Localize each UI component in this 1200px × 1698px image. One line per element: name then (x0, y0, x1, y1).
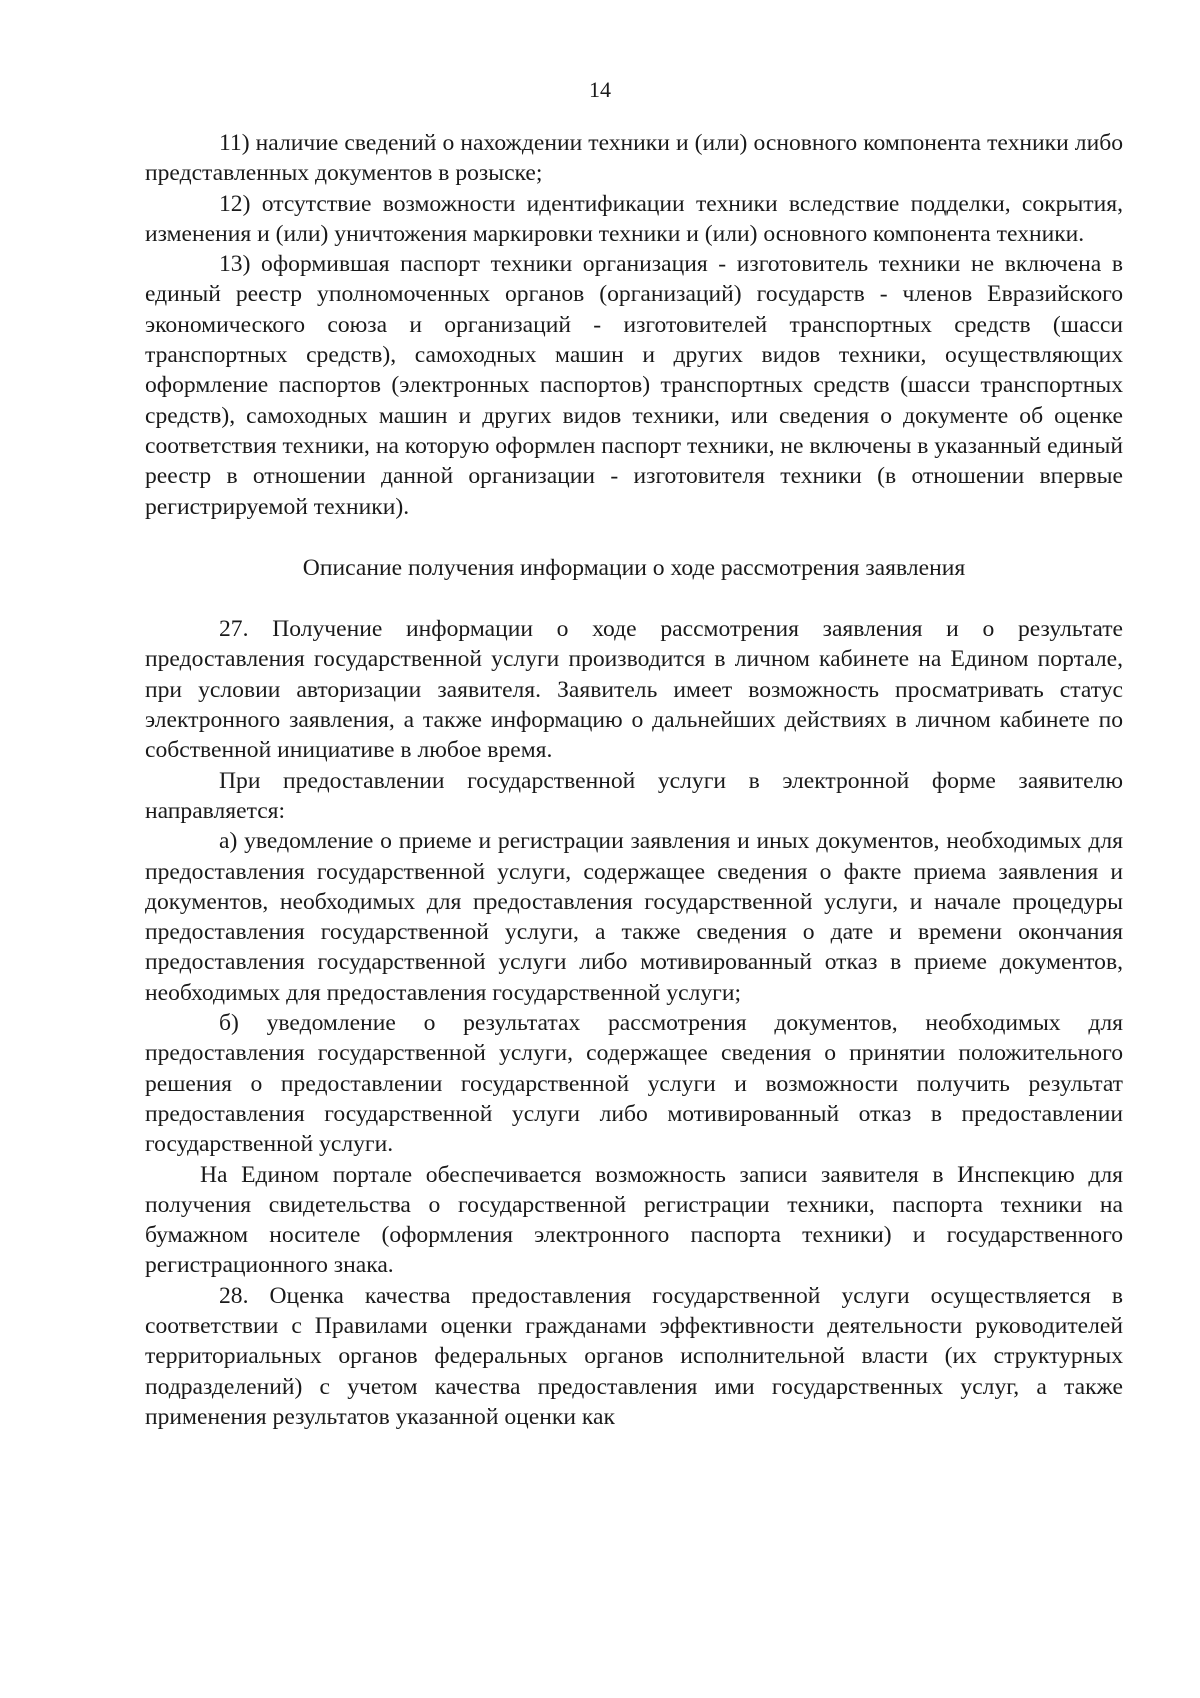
spacer (145, 583, 1123, 614)
paragraph-28: 28. Оценка качества предоставления государственной услуги осуществляется в соответствии с Правилами оценки гражданами эффективности деятельности руководителей территориальных органов федеральных органов исполнительной власти (их структурных подразделений) с учетом качества предоставления ими государственных услуг, а также применения результатов указанной оценки как (145, 1282, 1123, 1430)
spacer (145, 522, 1123, 553)
paragraph-item-12: 12) отсутствие возможности идентификации техники вследствие подделки, сокрытия, изменения и (или) уничтожения маркировки техники и (или) основного компонента техники. (145, 190, 1123, 247)
paragraph-27: 27. Получение информации о ходе рассмотрения заявления и о результате предоставления государственной услуги производится в личном кабинете на Едином портале, при условии авторизации заявителя. Заявитель имеет возможность просматривать статус электронного заявления, а также информацию о дальнейших действиях в личном кабинете по собственной инициативе в любое время. (145, 616, 1123, 764)
paragraph-portal-appointment: На Едином портале обеспечивается возможность записи заявителя в Инспекцию для получения свидетельства о государственной регистрации техники, паспорта техники на бумажном носителе (оформления электронного паспорта техники) и государственного регистрационного знака. (145, 1161, 1123, 1279)
document-body (145, 128, 1123, 1432)
section-heading: Описание получения информации о ходе рассмотрения заявления (302, 554, 966, 581)
paragraph-notification-intro: При предоставлении государственной услуги в электронной форме заявителю направляется: (145, 767, 1123, 824)
paragraph-item-b: б) уведомление о результатах рассмотрения документов, необходимых для предоставления государственной услуги, содержащее сведения о принятии положительного решения о предоставлении государственной услуги и возможности получить результат предоставления государственной услуги либо мотивированный отказ в предоставлении государственной услуги. (145, 1010, 1123, 1158)
paragraph-item-a: а) уведомление о приеме и регистрации заявления и иных документов, необходимых для предоставления государственной услуги, содержащее сведения о факте приема заявления и документов, необходимых для предоставления государственной услуги, и начале процедуры предоставления государственной услуги, а также сведения о дате и времени окончания предоставления государственной услуги либо мотивированный отказ в приеме документов, необходимых для предоставления государственной услуги; (145, 828, 1123, 1006)
paragraph-item-11: 11) наличие сведений о нахождении техники и (или) основного компонента техники либо представленных документов в розыске; (145, 130, 1123, 187)
page-number: 14 (589, 77, 611, 102)
paragraph-item-13: 13) оформившая паспорт техники организация - изготовитель техники не включена в единый реестр уполномоченных органов (организаций) государств - членов Евразийского экономического союза и организаций - изготовителей транспортных средств (шасси транспортных средств), самоходных машин и других видов техники, осуществляющих оформление паспортов (электронных паспортов) транспортных средств (шасси транспортных средств), самоходных машин и других видов техники, или сведения о документе об оценке соответствия техники, на которую оформлен паспорт техники, не включены в указанный единый реестр в отношении данной организации - изготовителя техники (в отношении впервые регистрируемой техники). (145, 251, 1123, 520)
